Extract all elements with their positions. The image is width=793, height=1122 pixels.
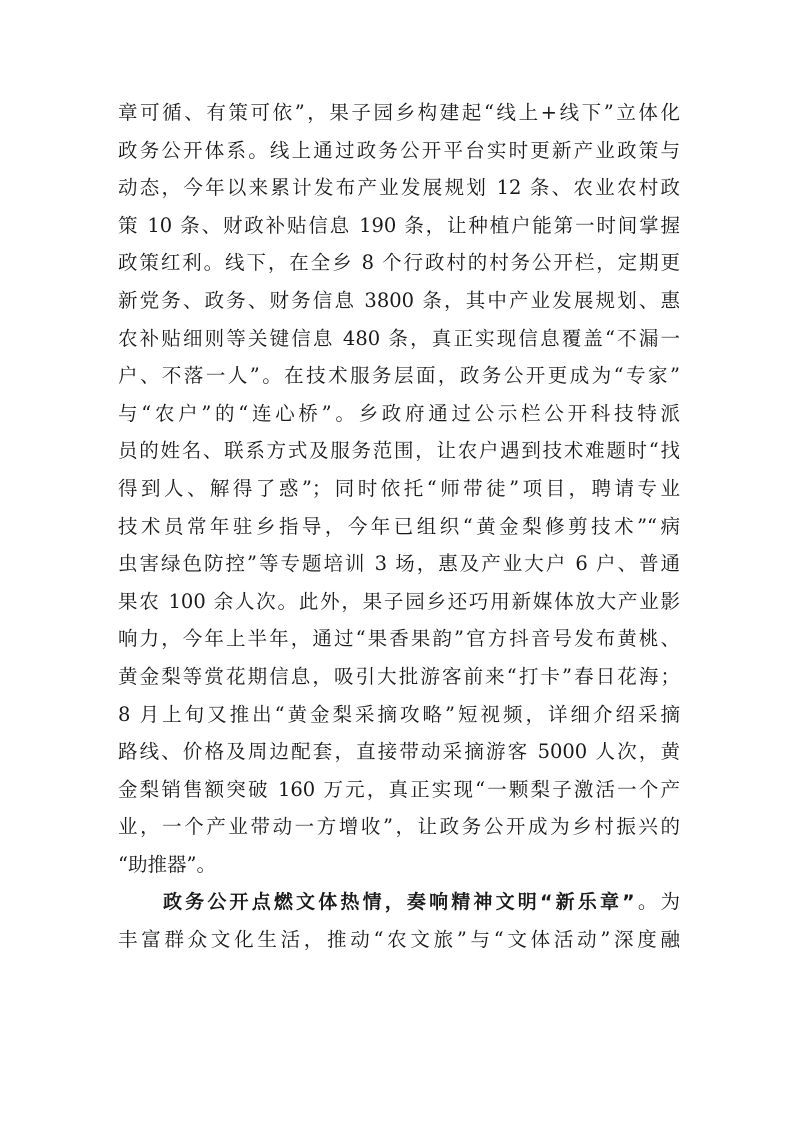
- heading-line: [118, 883, 680, 921]
- heading-tail: 。为: [634, 890, 680, 914]
- text-line: 8 月上旬又推出“黄金梨采摘攻略”短视频，详细介绍采摘: [118, 702, 680, 726]
- text-line: 农补贴细则等关键信息 480 条，真正实现信息覆盖“不漏一: [118, 326, 680, 350]
- text-line: “助推器”。: [118, 852, 216, 876]
- paragraph-2: [118, 883, 680, 958]
- text-line: 章可循、有策可依”，果子园乡构建起“线上+线下”立体化: [118, 101, 680, 124]
- text-line: 政务公开体系。线上通过政务公开平台实时更新产业政策与: [118, 138, 680, 162]
- text-line: 响力，今年上半年，通过“果香果韵”官方抖音号发布黄桃、: [118, 627, 680, 651]
- text-line: 虫害绿色防控”等专题培训 3 场，惠及产业大户 6 户、普通: [118, 552, 680, 576]
- text-line: 与“农户”的“连心桥”。乡政府通过公示栏公开科技特派: [118, 401, 680, 425]
- paragraph-1: [118, 94, 680, 883]
- text-line: 业，一个产业带动一方增收”，让政务公开成为乡村振兴的: [118, 815, 680, 839]
- text-line: 策 10 条、财政补贴信息 190 条，让种植户能第一时间掌握: [118, 213, 680, 237]
- text-line: 金梨销售额突破 160 万元，真正实现“一颗梨子激活一个产: [118, 777, 680, 801]
- text-line: 黄金梨等赏花期信息，吸引大批游客前来“打卡”春日花海；: [118, 664, 680, 688]
- text-line: 技术员常年驻乡指导，今年已组织“黄金梨修剪技术”“病: [118, 514, 680, 538]
- text-line: 得到人、解得了惑”；同时依托“师带徒”项目，聘请专业: [118, 476, 680, 500]
- text-line: 果农 100 余人次。此外，果子园乡还巧用新媒体放大产业影: [118, 589, 680, 613]
- document-body: [118, 94, 680, 959]
- text-line: 新党务、政务、财务信息 3800 条，其中产业发展规划、惠: [118, 288, 680, 312]
- text-line: 政策红利。线下，在全乡 8 个行政村的村务公开栏，定期更: [118, 251, 680, 275]
- text-line: 丰富群众文化生活，推动“农文旅”与“文体活动”深度融: [118, 928, 680, 952]
- text-line: 动态，今年以来累计发布产业发展规划 12 条、农业农村政: [118, 176, 680, 200]
- section-heading: 政务公开点燃文体热情，奏响精神文明“新乐章”: [163, 891, 635, 914]
- text-line: 路线、价格及周边配套，直接带动采摘游客 5000 人次，黄: [118, 740, 680, 764]
- text-line: 户、不落一人”。在技术服务层面，政务公开更成为“专家”: [118, 364, 680, 388]
- text-line: 员的姓名、联系方式及服务范围，让农户遇到技术难题时“找: [118, 439, 680, 463]
